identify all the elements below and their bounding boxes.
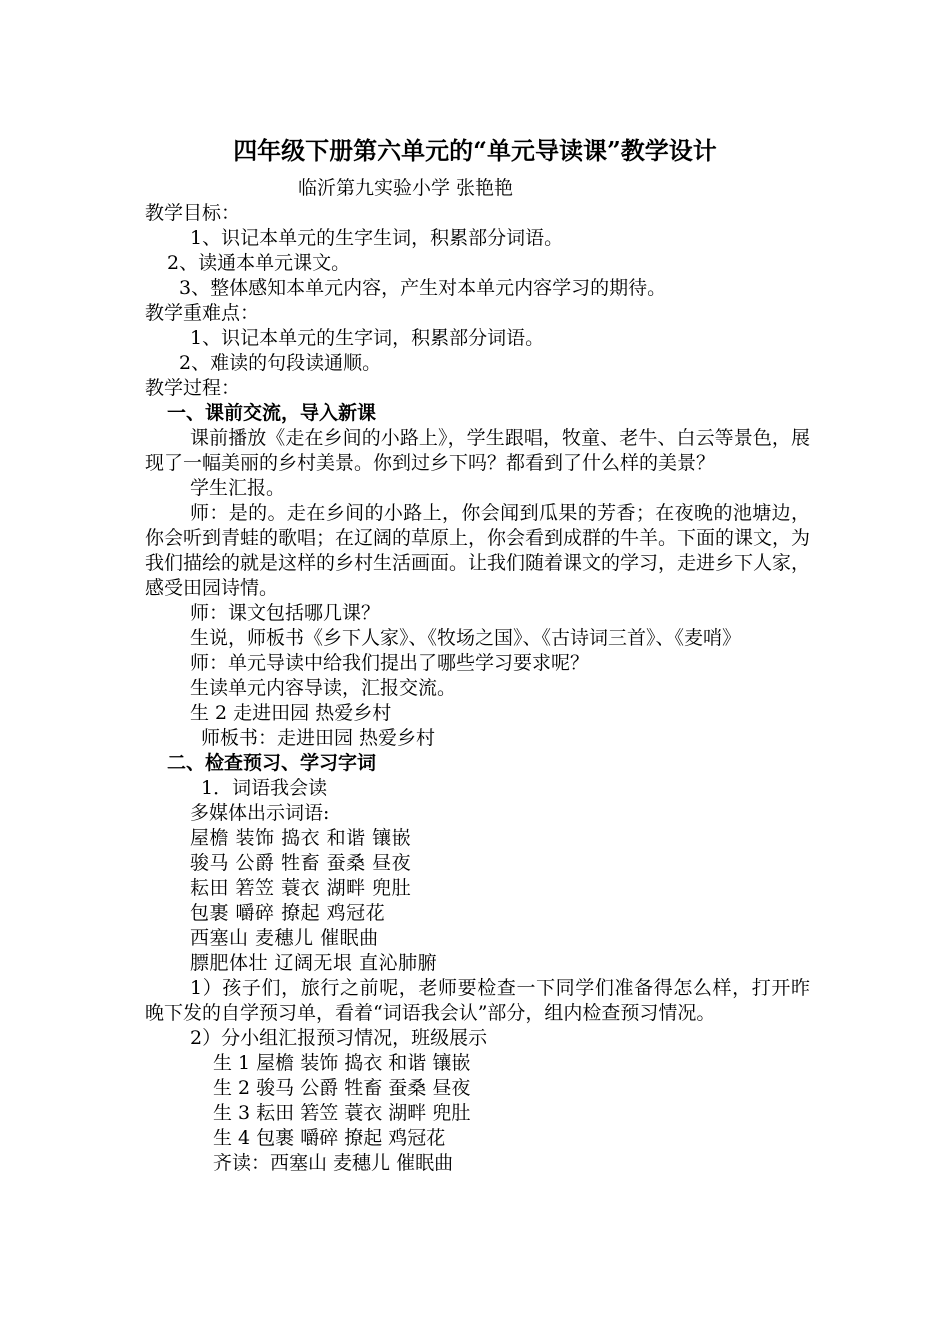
- paragraph: 1）孩子们，旅行之前呢，老师要检查一下同学们准备得怎么样，打开昨晚下发的自学预习单，看着“词语我会认”部分，组内检查预习情况。: [145, 977, 810, 1024]
- paragraph: 师：单元导读中给我们提出了哪些学习要求呢？: [190, 652, 590, 674]
- word-line: 膘肥体壮 辽阔无垠 直沁肺腑: [190, 952, 438, 974]
- paragraph: 师板书：走进田园 热爱乡村: [201, 727, 436, 749]
- word-line: 屋檐 装饰 捣衣 和谐 镶嵌: [190, 827, 412, 849]
- process-heading: 教学过程：: [145, 377, 241, 399]
- paragraph: 师：课文包括哪几课？: [190, 602, 381, 624]
- report-line: 生 3 耘田 箬笠 蓑衣 湖畔 兜肚: [213, 1102, 471, 1124]
- word-line: 西塞山 麦穗儿 催眠曲: [190, 927, 379, 949]
- key-point-item: 2、难读的句段读通顺。: [179, 352, 382, 374]
- report-line: 生 2 骏马 公爵 牲畜 蚕桑 昼夜: [213, 1077, 471, 1099]
- author-line: 临沂第九实验小学 张艳艳: [298, 177, 514, 199]
- report-line: 生 4 包裹 嚼碎 撩起 鸡冠花: [213, 1127, 446, 1149]
- paragraph: 多媒体出示词语:: [190, 802, 330, 824]
- document-body: [145, 201, 810, 1176]
- word-line: 包裹 嚼碎 撩起 鸡冠花: [190, 902, 386, 924]
- report-line: 生 1 屋檐 装饰 捣衣 和谐 镶嵌: [213, 1052, 471, 1074]
- word-line: 骏马 公爵 牲畜 蚕桑 昼夜: [190, 852, 412, 874]
- paragraph: 师：是的。走在乡间的小路上，你会闻到瓜果的芳香；在夜晚的池塘边，你会听到青蛙的歌唱；在辽阔的草原上，你会看到成群的牛羊。下面的课文，为我们描绘的就是这样的乡村生活画面。让我们随着课文的学习，走进乡下人家，感受田园诗情。: [145, 502, 811, 599]
- paragraph: 生读单元内容导读，汇报交流。: [190, 677, 457, 699]
- section-heading: 一、课前交流，导入新课: [167, 402, 377, 424]
- paragraph: 2）分小组汇报预习情况，班级展示: [190, 1027, 488, 1049]
- subheading: 1．词语我会读: [201, 777, 328, 799]
- section-heading: 二、检查预习、学习字词: [167, 752, 377, 774]
- paragraph: 课前播放《走在乡间的小路上》，学生跟唱，牧童、老牛、白云等景色，展现了一幅美丽的乡村美景。你到过乡下吗？都看到了什么样的美景？: [145, 427, 810, 474]
- paragraph: 生 2 走进田园 热爱乡村: [190, 702, 392, 724]
- goal-item: 3、整体感知本单元内容，产生对本单元内容学习的期待。: [179, 277, 667, 299]
- document-title: 四年级下册第六单元的“单元导读课”教学设计: [233, 136, 717, 165]
- paragraph: 生说，师板书《乡下人家》、《牧场之国》、《古诗词三首》、《麦哨》: [190, 627, 742, 649]
- goal-item: 2、读通本单元课文。: [167, 252, 351, 274]
- word-line: 耘田 箬笠 蓑衣 湖畔 兜肚: [190, 877, 412, 899]
- goal-item: 1、识记本单元的生字生词，积累部分词语。: [190, 227, 564, 249]
- goals-heading: 教学目标：: [145, 202, 241, 224]
- key-points-heading: 教学重难点：: [145, 302, 260, 324]
- key-point-item: 1、识记本单元的生字词，积累部分词语。: [190, 327, 545, 349]
- paragraph: 学生汇报。: [190, 477, 286, 499]
- report-line: 齐读：西塞山 麦穗儿 催眠曲: [213, 1152, 454, 1174]
